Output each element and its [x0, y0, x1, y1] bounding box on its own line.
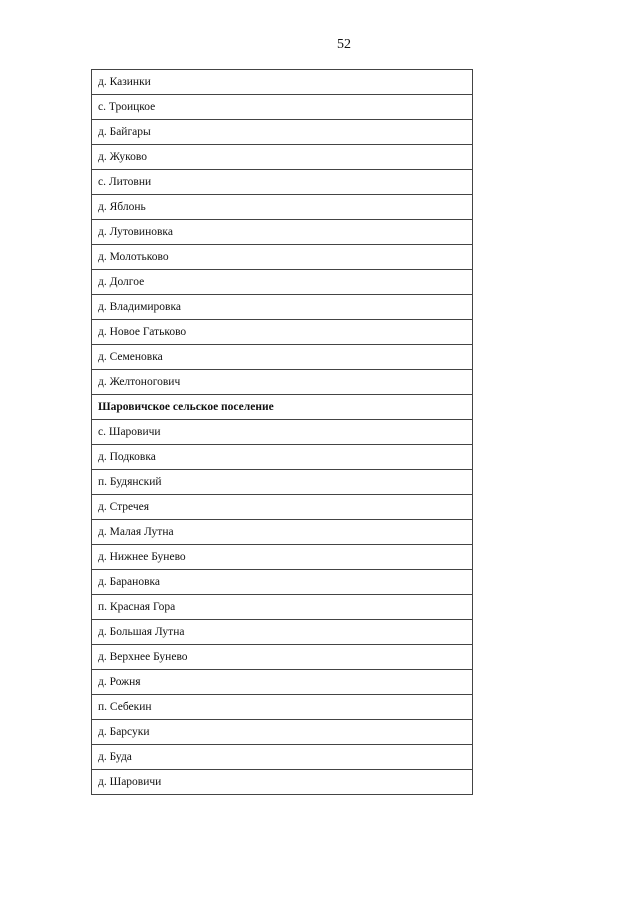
settlement-name-cell: д. Стречея — [92, 495, 473, 520]
table-row — [92, 370, 473, 395]
table-row — [92, 95, 473, 120]
settlement-name-cell: д. Подковка — [92, 445, 473, 470]
page-number: 52 — [337, 37, 351, 52]
settlement-name-cell: с. Литовни — [92, 170, 473, 195]
table-row — [92, 470, 473, 495]
table-row — [92, 520, 473, 545]
table-row — [92, 320, 473, 345]
settlement-name-cell: д. Нижнее Бунево — [92, 545, 473, 570]
section-header-cell: Шаровичское сельское поселение — [92, 395, 473, 420]
settlement-name-cell: д. Буда — [92, 745, 473, 770]
settlement-name-cell: д. Верхнее Бунево — [92, 645, 473, 670]
settlement-name-cell: п. Будянский — [92, 470, 473, 495]
table-row — [92, 145, 473, 170]
settlement-name-cell: с. Троицкое — [92, 95, 473, 120]
table-row — [92, 595, 473, 620]
settlement-name-cell: п. Красная Гора — [92, 595, 473, 620]
settlement-name-cell: д. Шаровичи — [92, 770, 473, 795]
settlement-name-cell: д. Большая Лутна — [92, 620, 473, 645]
settlement-name-cell: д. Новое Гатьково — [92, 320, 473, 345]
table-row — [92, 620, 473, 645]
settlement-name-cell: д. Владимировка — [92, 295, 473, 320]
table-row — [92, 695, 473, 720]
table-row — [92, 745, 473, 770]
table-row — [92, 70, 473, 95]
settlement-name-cell: д. Малая Лутна — [92, 520, 473, 545]
table-row — [92, 270, 473, 295]
settlement-name-cell: д. Казинки — [92, 70, 473, 95]
settlement-name-cell: д. Семеновка — [92, 345, 473, 370]
section-header-row — [92, 395, 473, 420]
settlement-name-cell: п. Себекин — [92, 695, 473, 720]
settlement-name-cell: д. Рожня — [92, 670, 473, 695]
table-row — [92, 420, 473, 445]
table-row — [92, 195, 473, 220]
settlements-table — [91, 69, 473, 795]
table-row — [92, 670, 473, 695]
settlement-name-cell: д. Барсуки — [92, 720, 473, 745]
table-row — [92, 545, 473, 570]
settlement-name-cell: д. Байгары — [92, 120, 473, 145]
settlement-name-cell: д. Барановка — [92, 570, 473, 595]
table-row — [92, 120, 473, 145]
table-row — [92, 295, 473, 320]
settlement-name-cell: д. Желтоногович — [92, 370, 473, 395]
settlement-name-cell: д. Жуково — [92, 145, 473, 170]
table-row — [92, 170, 473, 195]
settlement-name-cell: д. Молотьково — [92, 245, 473, 270]
settlement-name-cell: д. Долгое — [92, 270, 473, 295]
settlements-table-body — [92, 70, 473, 795]
table-row — [92, 645, 473, 670]
table-row — [92, 495, 473, 520]
table-row — [92, 720, 473, 745]
table-row — [92, 220, 473, 245]
table-row — [92, 770, 473, 795]
table-row — [92, 445, 473, 470]
settlement-name-cell: с. Шаровичи — [92, 420, 473, 445]
table-row — [92, 245, 473, 270]
table-row — [92, 345, 473, 370]
settlement-name-cell: д. Яблонь — [92, 195, 473, 220]
settlement-name-cell: д. Лутовиновка — [92, 220, 473, 245]
table-row — [92, 570, 473, 595]
